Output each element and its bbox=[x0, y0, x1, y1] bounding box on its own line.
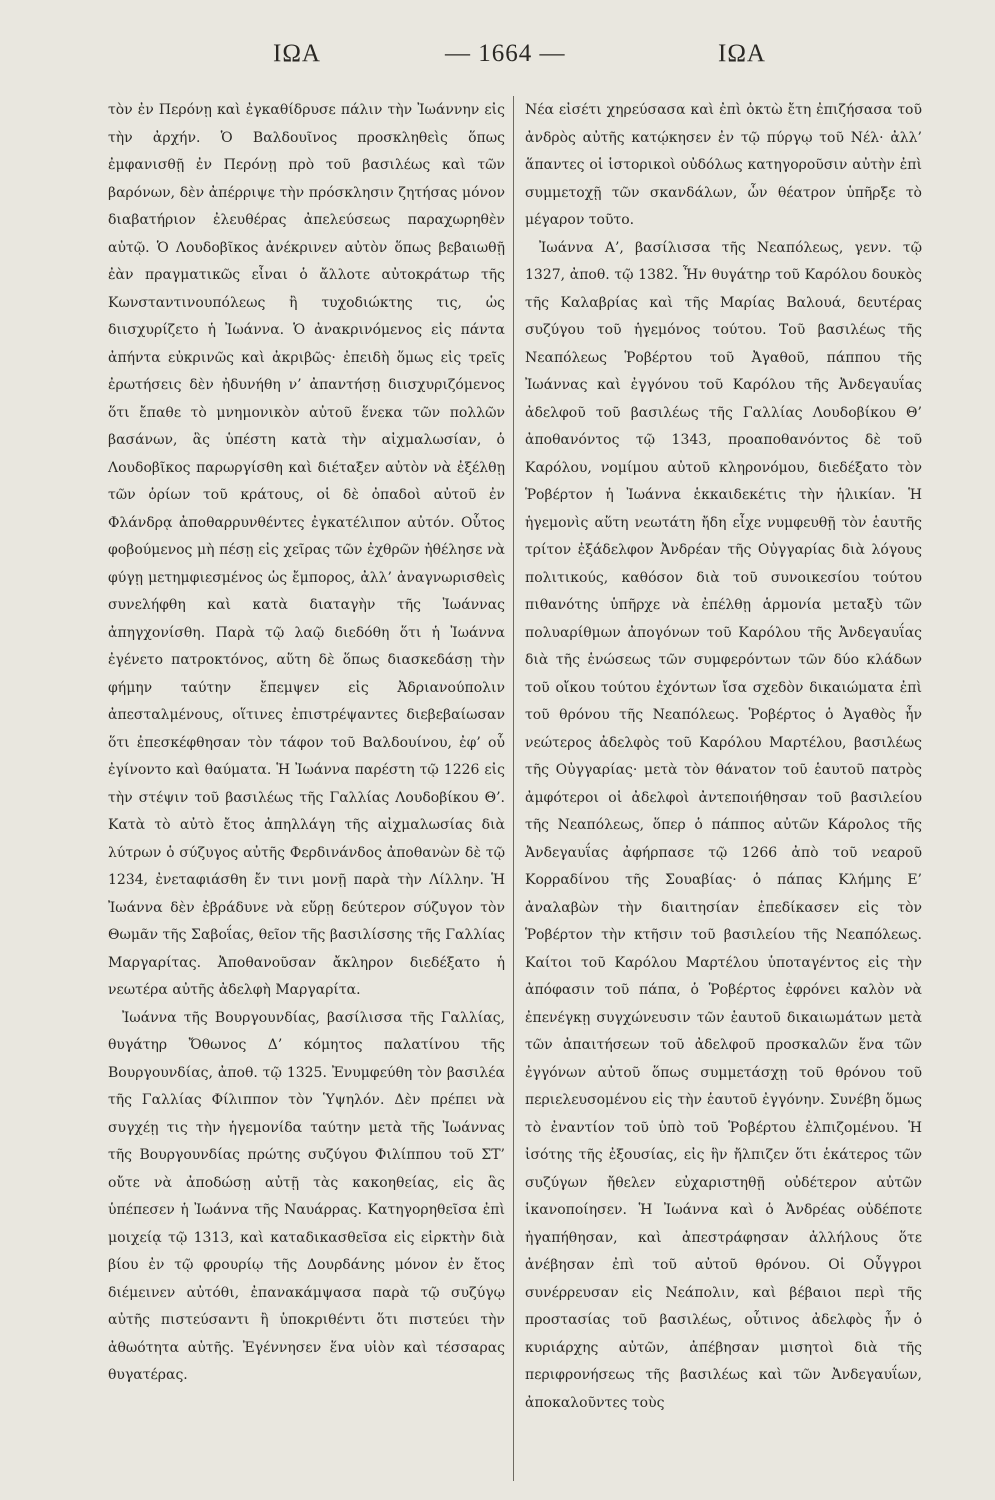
right-paragraph: Ἰωάννα Α’, βασίλισσα τῆς Νεαπόλεως, γενν. τῷ 1327, ἀποθ. τῷ 1382. Ἦν θυγάτηρ τοῦ Καρόλου δουκὸς τῆς Καλαβρίας καὶ τῆς Μαρίας Βαλουά, δευτέρας συζύγου τοῦ ἡγεμόνος τούτου. Τοῦ βασιλέως τῆς Νεαπόλεως Ῥοβέρτου τοῦ Ἀγαθοῦ, πάππου τῆς Ἰωάννας καὶ ἐγγόνου τοῦ Καρόλου τῆς Ἀνδεγαυΐας ἀδελφοῦ τοῦ βασιλέως τῆς Γαλλίας Λουδοβίκου Θ’ ἀποθανόντος τῷ 1343, προαποθανόντος δὲ τοῦ Καρόλου, νομίμου αὐτοῦ κληρονόμου, διεδέξατο τὸν Ῥοβέρτον ἡ Ἰωάννα ἑκκαιδεκέτις τὴν ἡλικίαν. Ἡ ἡγεμονὶς αὕτη νεωτάτη ἤδη εἶχε νυμφευθῇ τὸν ἑαυτῆς τρίτον ἐξάδελφον Ἀνδρέαν τῆς Οὐγγαρίας διὰ λόγους πολιτικούς, καθόσον διὰ τοῦ συνοικεσίου τούτου πιθανότης ὑπῆρχε νὰ ἐπέλθῃ ἁρμονία μεταξὺ τῶν πολυαρίθμων ἀπογόνων τοῦ Καρόλου τῆς Ἀνδεγαυΐας διὰ τῆς ἑνώσεως τῶν συμφερόντων τῶν δύο κλάδων τοῦ οἴκου τούτου ἐχόντων ἴσα σχεδὸν δικαιώματα ἐπὶ τοῦ θρόνου τῆς Νεαπόλεως. Ῥοβέρτος ὁ Ἀγαθὸς ἦν νεώτερος ἀδελφὸς τοῦ Καρόλου Μαρτέλου, βασιλέως τῆς Οὐγγαρίας· μετὰ τὸν θάνατον τοῦ ἑαυτοῦ πατρὸς ἀμφότεροι οἱ ἀδελφοὶ ἀντεποιήθησαν τοῦ βασιλείου τῆς Νεαπόλεως, ὅπερ ὁ πάππος αὐτῶν Κάρολος τῆς Ἀνδεγαυΐας ἀφήρπασε τῷ 1266 ἀπὸ τοῦ νεαροῦ Κορραδίνου τῆς Σουαβίας· ὁ πάπας Κλήμης Ε’ ἀναλαβὼν τὴν διαιτησίαν ἐπεδίκασεν εἰς τὸν Ῥοβέρτον τὴν κτῆσιν τοῦ βασιλείου τῆς Νεαπόλεως. Καίτοι τοῦ Καρόλου Μαρτέλου ὑποταγέντος εἰς τὴν ἀπόφασιν τοῦ πάπα, ὁ Ῥοβέρτος ἐφρόνει καλὸν νὰ ἐπενέγκῃ συγχώνευσιν τῶν ἑαυτοῦ δικαιωμάτων μετὰ τῶν ἀπαιτήσεων τοῦ ἀδελφοῦ προσκαλῶν ἕνα τῶν ἐγγόνων αὐτοῦ ὅπως συμμετάσχῃ τοῦ θρόνου τοῦ περιελευσομένου εἰς τὴν ἑαυτοῦ ἐγγόνην. Συνέβη ὅμως τὸ ἐναντίον τοῦ ὑπὸ τοῦ Ῥοβέρτου ἐλπιζομένου. Ἡ ἰσότης τῆς ἐξουσίας, εἰς ἣν ἤλπιζεν ὅτι ἑκάτερος τῶν συζύγων ἤθελεν εὐχαριστηθῇ οὐδέτερον αὐτῶν ἱκανοποίησεν. Ἡ Ἰωάννα καὶ ὁ Ἀνδρέας οὐδέποτε ἠγαπήθησαν, καὶ ἀπεστράφησαν ἀλλήλους ὅτε ἀνέβησαν ἐπὶ τοῦ αὐτοῦ θρόνου. Οἱ Οὖγγροι συνέρρευσαν εἰς Νεάπολιν, καὶ βέβαιοι περὶ τῆς προστασίας τοῦ βασιλέως, οὗτινος ἀδελφὸς ἦν ὁ κυριάρχης αὐτῶν, ἀπέβησαν μισητοὶ διὰ τῆς περιφρονήσεως τῆς βασιλέως καὶ τῶν Ἀνδεγαυΐων, ἀποκαλοῦντες τοὺς bbox=[525, 239, 922, 1411]
header-right-keyword: ΙΩΑ bbox=[718, 40, 766, 67]
left-paragraph: τὸν ἐν Περόνῃ καὶ ἐγκαθίδρυσε πάλιν τὴν Ἰωάννην εἰς τὴν ἀρχήν. Ὁ Βαλδουῖνος προσκληθεὶς ὅπως ἐμφανισθῇ ἐν Περόνῃ πρὸ τοῦ βασιλέως καὶ τῶν βαρόνων, δὲν ἀπέρριψε τὴν πρόσκλησιν ζητήσας μόνον διαβατήριον ἐλευθέρας ἀπελεύσεως παραχωρηθὲν αὐτῷ. Ὁ Λουδοβῖκος ἀνέκρινεν αὐτὸν ὅπως βεβαιωθῇ ἐὰν πραγματικῶς εἶναι ὁ ἄλλοτε αὐτοκράτωρ τῆς Κωνσταντινουπόλεως ἢ τυχοδιώκτης τις, ὡς διισχυρίζετο ἡ Ἰωάννα. Ὁ ἀνακρινόμενος εἰς πάντα ἀπήντα εὐκρινῶς καὶ ἀκριβῶς· ἐπειδὴ ὅμως εἰς τρεῖς ἐρωτήσεις δὲν ἠδυνήθη ν’ ἀπαντήσῃ διισχυριζόμενος ὅτι ἔπαθε τὸ μνημονικὸν αὐτοῦ ἕνεκα τῶν πολλῶν βασάνων, ἃς ὑπέστη κατὰ τὴν αἰχμαλωσίαν, ὁ Λουδοβῖκος παρωργίσθη καὶ διέταξεν αὐτὸν νὰ ἐξέλθῃ τῶν ὁρίων τοῦ κράτους, οἱ δὲ ὀπαδοὶ αὐτοῦ ἐν Φλάνδρᾳ ἀποθαρρυνθέντες ἐγκατέλιπον αὐτόν. Οὗτος φοβούμενος μὴ πέσῃ εἰς χεῖρας τῶν ἐχθρῶν ἠθέλησε νὰ φύγῃ μετημφιεσμένος ὡς ἔμπορος, ἀλλ’ ἀναγνωρισθεὶς συνελήφθη καὶ κατὰ διαταγὴν τῆς Ἰωάννας ἀπηγχονίσθη. Παρὰ τῷ λαῷ διεδόθη ὅτι ἡ Ἰωάννα ἐγένετο πατροκτόνος, αὕτη δὲ ὅπως διασκεδάσῃ τὴν φήμην ταύτην ἔπεμψεν εἰς Ἀδριανούπολιν ἀπεσταλμένους, οἵτινες ἐπιστρέψαντες διεβεβαίωσαν ὅτι ἐπεσκέφθησαν τὸν τάφον τοῦ Βαλδουίνου, ἐφ’ οὗ ἐγίνοντο καὶ θαύματα. Ἡ Ἰωάννα παρέστη τῷ 1226 εἰς τὴν στέψιν τοῦ βασιλέως τῆς Γαλλίας Λουδοβίκου Θ’. Κατὰ τὸ αὐτὸ ἔτος ἀπηλλάγη τῆς αἰχμαλωσίας διὰ λύτρων ὁ σύζυγος αὐτῆς Φερδινάνδος ἀποθανὼν δὲ τῷ 1234, ἐνεταφιάσθη ἔν τινι μονῇ παρὰ τὴν Λίλλην. Ἡ Ἰωάννα δὲν ἐβράδυνε νὰ εὕρῃ δεύτερον σύζυγον τὸν Θωμᾶν τῆς Σαβοΐας, θεῖον τῆς βασιλίσσης τῆς Γαλλίας Μαργαρίτας. Ἀποθανοῦσαν ἄκληρον διεδέξατο ἡ νεωτέρα αὐτῆς ἀδελφὴ Μαργαρίτα. bbox=[108, 102, 505, 998]
column-divider bbox=[513, 96, 514, 1481]
left-paragraph: Ἰωάννα τῆς Βουργουνδίας, βασίλισσα τῆς Γαλλίας, θυγάτηρ Ὄθωνος Δ’ κόμητος παλατίνου τῆς Βουργουνδίας, ἀποθ. τῷ 1325. Ἐνυμφεύθη τὸν βασιλέα τῆς Γαλλίας Φίλιππον τὸν Ὑψηλόν. Δὲν πρέπει νὰ συγχέῃ τις τὴν ἡγεμονίδα ταύτην μετὰ τῆς Ἰωάννας τῆς Βουργουνδίας πρώτης συζύγου Φιλίππου τοῦ ΣΤ’ οὔτε νὰ ἀποδώσῃ αὐτῇ τὰς κακοηθείας, εἰς ἃς ὑπέπεσεν ἡ Ἰωάννα τῆς Ναυάρρας. Κατηγορηθεῖσα ἐπὶ μοιχείᾳ τῷ 1313, καὶ καταδικασθεῖσα εἰς εἱρκτὴν διὰ βίου ἐν τῷ φρουρίῳ τῆς Δουρδάνης μόνον ἐν ἔτος διέμεινεν αὐτόθι, ἐπανακάμψασα παρὰ τῷ συζύγῳ αὐτῆς πιστεύσαντι ἢ ὑποκριθέντι ὅτι πιστεύει τὴν ἀθωότητα αὐτῆς. Ἐγέννησεν ἕνα υἱὸν καὶ τέσσαρας θυγατέρας. bbox=[108, 1009, 505, 1383]
right-paragraph: Νέα εἰσέτι χηρεύσασα καὶ ἐπὶ ὀκτὼ ἔτη ἐπιζήσασα τοῦ ἀνδρὸς αὐτῆς κατῴκησεν ἐν τῷ πύργῳ τοῦ Νέλ· ἀλλ’ ἅπαντες οἱ ἱστορικοὶ οὐδόλως κατηγοροῦσιν αὐτὴν ἐπὶ συμμετοχῇ τῶν σκανδάλων, ὧν θέατρον ὑπῆρξε τὸ μέγαρον τοῦτο. bbox=[525, 102, 922, 228]
page-number: — 1664 — bbox=[445, 40, 566, 67]
right-column bbox=[525, 97, 922, 1417]
running-header bbox=[0, 40, 995, 80]
header-left-keyword: ΙΩΑ bbox=[273, 40, 321, 67]
left-column bbox=[108, 97, 505, 1390]
